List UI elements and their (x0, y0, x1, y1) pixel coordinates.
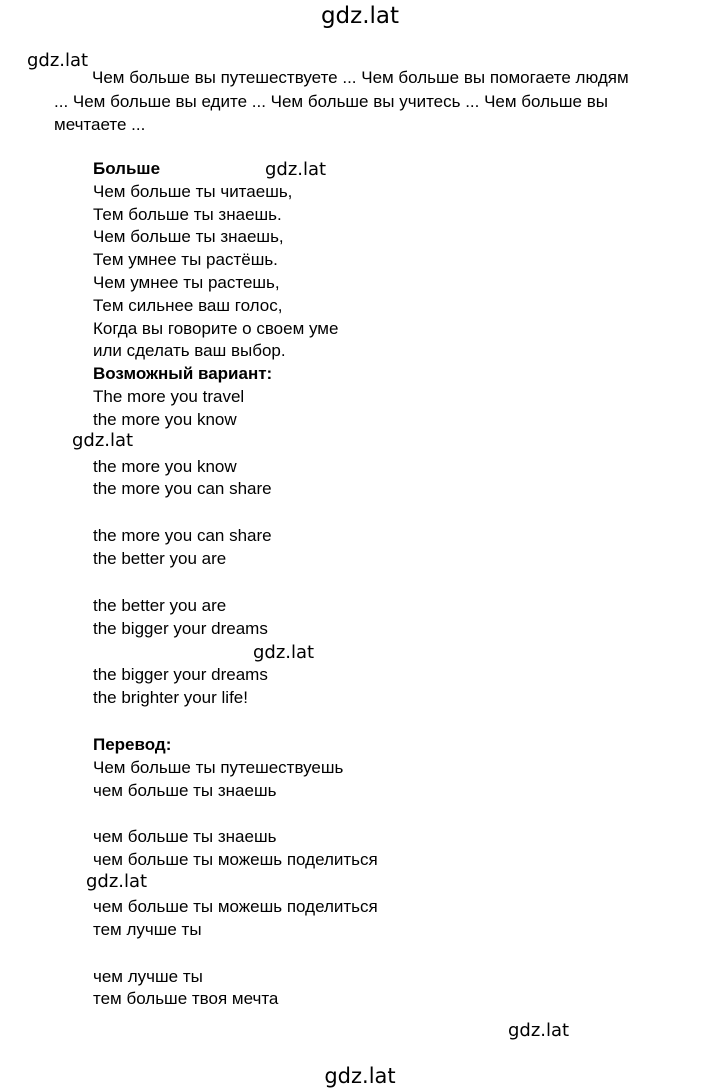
poem-title: Больше (93, 159, 161, 178)
translation-line: чем больше ты можешь поделиться (93, 896, 378, 916)
poem-line: Чем больше ты знаешь, (93, 227, 284, 247)
watermark: gdz.lat (72, 430, 134, 451)
variant-line: The more you travel (93, 386, 245, 406)
translation-line: тем лучше ты (93, 919, 202, 939)
watermark-bottom: gdz.lat (324, 1064, 396, 1088)
variant-line: the more you know (93, 456, 237, 476)
poem-line: Тем больше ты знаешь. (93, 204, 282, 224)
poem-line: Чем больше ты читаешь, (93, 181, 293, 201)
variant-line: the brighter your life! (93, 688, 248, 708)
translation-line: чем больше ты знаешь (93, 780, 277, 800)
watermark-top: gdz.lat (320, 3, 400, 29)
variant-heading: Возможный вариант: (93, 364, 273, 384)
poem-line: или сделать ваш выбор. (93, 341, 286, 361)
watermark: gdz.lat (86, 871, 148, 892)
translation-line: чем больше ты можешь поделиться (93, 850, 378, 870)
variant-line: the bigger your dreams (93, 618, 268, 638)
poem-line: Тем сильнее ваш голос, (93, 295, 283, 315)
variant-line: the more you can share (93, 479, 272, 499)
translation-line: тем больше твоя мечта (93, 989, 279, 1009)
poem-line: Когда вы говорите о своем уме (93, 318, 339, 338)
watermark: gdz.lat (253, 642, 315, 663)
variant-line: the better you are (93, 595, 227, 615)
poem-line: Чем умнее ты растешь, (93, 272, 280, 292)
watermark: gdz.lat (27, 50, 89, 71)
translation-heading: Перевод: (93, 734, 172, 754)
translation-line: чем больше ты знаешь (93, 827, 277, 847)
poem-line: Тем умнее ты растёшь. (93, 250, 278, 270)
variant-line: the bigger your dreams (93, 665, 268, 685)
watermark: gdz.lat (265, 159, 327, 180)
intro-paragraph: Чем больше вы путешествуете ... Чем больше вы помогаете людям ... Чем больше вы едите ... Чем больше вы учитесь ... Чем больше вы мечтаете ... (54, 68, 629, 134)
variant-line: the more you can share (93, 526, 272, 546)
translation-line: чем лучше ты (93, 966, 203, 986)
variant-line: the better you are (93, 548, 227, 568)
translation-line: Чем больше ты путешествуешь (93, 757, 344, 777)
main-text (93, 158, 533, 1011)
variant-line: the more you know (93, 409, 237, 429)
watermark: gdz.lat (508, 1020, 570, 1041)
